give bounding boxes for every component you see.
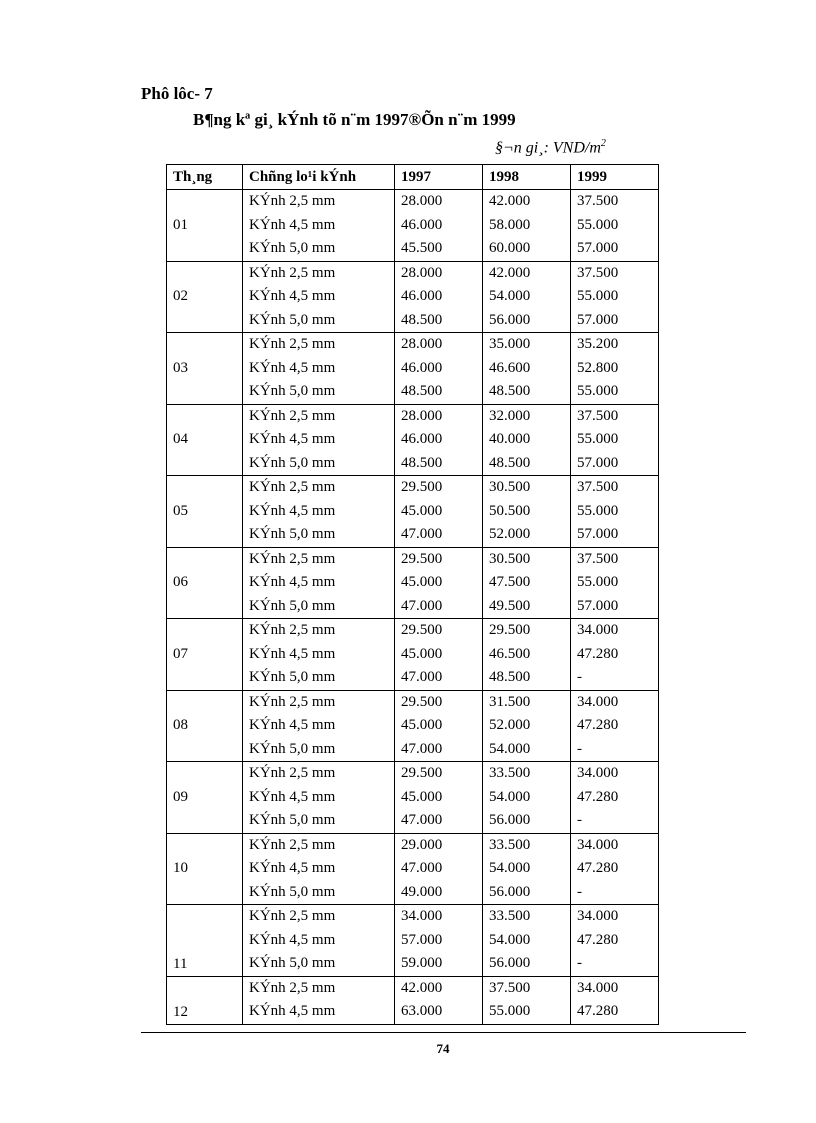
cell-line: 56.000 [489,883,531,900]
cell-line: 52.800 [577,359,619,376]
price-1999-cell [571,762,659,834]
price-1999-cell [571,333,659,405]
cell-line: KÝnh 2,5 mm [249,765,336,781]
price-1999-cell [571,261,659,333]
price-1998-cell [483,762,571,834]
price-1999-cell [571,905,659,977]
price-1997-cell [395,190,483,262]
cell-line: - [577,883,582,900]
table-row [167,690,659,762]
cell-line: 29.500 [401,550,443,567]
cell-line: KÝnh 2,5 mm [249,622,336,638]
cell-line: KÝnh 4,5 mm [249,1003,336,1019]
price-1997-cell [395,762,483,834]
cell-line: KÝnh 5,0 mm [249,740,336,757]
cell-line: 42.000 [489,193,531,209]
cell-line: - [577,812,582,828]
cell-line: 45.500 [401,240,443,256]
price-1999-cell [571,190,659,262]
unit-exponent: 2 [600,138,606,149]
month-cell: 03 [167,333,243,405]
cell-line: KÝnh 4,5 mm [249,288,336,304]
glass-type-cell [243,976,395,1024]
cell-line: KÝnh 4,5 mm [249,788,336,805]
header-year-1999: 1999 [571,165,659,190]
glass-type-cell [243,476,395,548]
month-cell: 02 [167,261,243,333]
cell-line: 63.000 [401,1003,443,1019]
cell-line: 33.500 [489,765,531,781]
cell-line: 28.000 [401,407,443,424]
price-1997-cell [395,690,483,762]
cell-line: KÝnh 4,5 mm [249,931,336,948]
cell-line: 48.500 [401,383,443,399]
cell-line: KÝnh 2,5 mm [249,479,336,495]
cell-line: 37.500 [489,979,531,996]
glass-type-cell [243,547,395,619]
cell-line: 57.000 [401,931,443,948]
cell-line: 45.000 [401,645,443,662]
table-row [167,619,659,691]
cell-line: 56.000 [489,812,531,828]
cell-line: 28.000 [401,193,443,209]
cell-line: 30.500 [489,479,531,495]
cell-line: 55.000 [577,216,619,233]
cell-line: 50.500 [489,502,531,519]
cell-line: KÝnh 2,5 mm [249,264,336,281]
cell-line: 49.000 [401,883,443,900]
glass-type-cell [243,833,395,905]
glass-type-cell [243,690,395,762]
month-cell: 01 [167,190,243,262]
glass-type-cell [243,261,395,333]
cell-line: 40.000 [489,431,531,447]
table-row [167,905,659,977]
cell-line: 47.280 [577,931,619,948]
cell-line: KÝnh 5,0 mm [249,883,336,900]
glass-type-cell [243,333,395,405]
cell-line: KÝnh 4,5 mm [249,717,336,733]
cell-line: 37.500 [577,479,619,495]
cell-line: 47.000 [401,669,443,685]
cell-line: 34.000 [577,979,619,996]
table-row [167,833,659,905]
cell-line: 54.000 [489,288,531,304]
table-row [167,762,659,834]
cell-line: KÝnh 5,0 mm [249,955,336,971]
cell-line: 55.000 [489,1003,531,1019]
cell-line: 55.000 [577,502,619,519]
cell-line: KÝnh 4,5 mm [249,860,336,876]
cell-line: 46.000 [401,359,443,376]
cell-line: KÝnh 5,0 mm [249,383,336,399]
cell-line: KÝnh 5,0 mm [249,526,336,542]
cell-line: 34.000 [577,836,619,853]
cell-line: 46.600 [489,359,531,376]
header-month: Th¸ng [167,165,243,190]
cell-line: 34.000 [401,908,443,924]
cell-line: 34.000 [577,622,619,638]
cell-line: 35.000 [489,336,531,352]
cell-line: KÝnh 4,5 mm [249,431,336,447]
cell-line: 57.000 [577,597,619,614]
cell-line: KÝnh 4,5 mm [249,574,336,590]
cell-line: 47.280 [577,645,619,662]
cell-line: KÝnh 2,5 mm [249,908,336,924]
table-title: B¶ng kª gi¸ kÝnh tõ n¨m 1997®Õn n¨m 1999 [193,110,516,129]
cell-line: 48.500 [489,669,531,685]
cell-line: 35.200 [577,336,619,352]
cell-line: 29.500 [401,622,443,638]
cell-line: 47.000 [401,812,443,828]
cell-line: KÝnh 4,5 mm [249,645,336,662]
cell-line: 47.280 [577,860,619,876]
cell-line: KÝnh 4,5 mm [249,359,336,376]
price-1999-cell [571,619,659,691]
price-1999-cell [571,833,659,905]
cell-line: 37.500 [577,550,619,567]
cell-line: 37.500 [577,264,619,281]
glass-type-cell [243,190,395,262]
cell-line: - [577,740,582,757]
glass-type-cell [243,404,395,476]
cell-line: 29.500 [489,622,531,638]
cell-line: KÝnh 2,5 mm [249,979,336,996]
cell-line: 47.280 [577,717,619,733]
month-cell: 06 [167,547,243,619]
price-1997-cell [395,976,483,1024]
cell-line: KÝnh 5,0 mm [249,240,336,256]
cell-line: KÝnh 5,0 mm [249,311,336,328]
cell-line: - [577,669,582,685]
cell-line: 54.000 [489,860,531,876]
cell-line: 55.000 [577,383,619,399]
cell-line: KÝnh 5,0 mm [249,812,336,828]
header-year-1997: 1997 [395,165,483,190]
price-1999-cell [571,976,659,1024]
month-cell: 05 [167,476,243,548]
footer-rule [141,1032,746,1033]
price-1998-cell [483,547,571,619]
cell-line: 37.500 [577,407,619,424]
glass-type-cell [243,619,395,691]
cell-line: 33.500 [489,836,531,853]
glass-type-cell [243,762,395,834]
price-1997-cell [395,833,483,905]
cell-line: 54.000 [489,788,531,805]
cell-line: 47.500 [489,574,531,590]
price-1998-cell [483,976,571,1024]
price-1997-cell [395,905,483,977]
cell-line: KÝnh 2,5 mm [249,693,336,710]
table-row [167,404,659,476]
price-1997-cell [395,619,483,691]
cell-line: 58.000 [489,216,531,233]
unit-text: §¬n gi¸: VND/m [495,139,601,157]
cell-line: 31.500 [489,693,531,710]
cell-line: KÝnh 5,0 mm [249,597,336,614]
price-1997-cell [395,261,483,333]
month-cell: 09 [167,762,243,834]
cell-line: 55.000 [577,574,619,590]
price-1998-cell [483,619,571,691]
month-cell: 08 [167,690,243,762]
price-1998-cell [483,190,571,262]
month-cell: 12 [167,976,243,1024]
cell-line: 42.000 [401,979,443,996]
cell-line: KÝnh 5,0 mm [249,669,336,685]
price-1997-cell [395,476,483,548]
cell-line: 28.000 [401,264,443,281]
cell-line: 48.500 [489,454,531,471]
cell-line: 48.500 [401,311,443,328]
price-1999-cell [571,404,659,476]
page-number: 74 [436,1041,450,1056]
cell-line: 57.000 [577,311,619,328]
cell-line: 47.000 [401,597,443,614]
table-row [167,261,659,333]
cell-line: 30.500 [489,550,531,567]
table-row [167,190,659,262]
cell-line: 34.000 [577,908,619,924]
cell-line: KÝnh 2,5 mm [249,407,336,424]
cell-line: 34.000 [577,693,619,710]
cell-line: 32.000 [489,407,531,424]
cell-line: 60.000 [489,240,531,256]
cell-line: 28.000 [401,336,443,352]
cell-line: 56.000 [489,311,531,328]
price-1997-cell [395,547,483,619]
unit-note [495,138,606,157]
cell-line: 52.000 [489,526,531,542]
price-1998-cell [483,905,571,977]
cell-line: KÝnh 5,0 mm [249,454,336,471]
price-1998-cell [483,261,571,333]
cell-line: 29.500 [401,479,443,495]
month-cell: 10 [167,833,243,905]
cell-line: 42.000 [489,264,531,281]
cell-line: 48.500 [401,454,443,471]
cell-line: 57.000 [577,454,619,471]
cell-line: 47.000 [401,740,443,757]
cell-line: 57.000 [577,240,619,256]
price-1998-cell [483,690,571,762]
cell-line: 56.000 [489,955,531,971]
price-1999-cell [571,476,659,548]
cell-line: 29.500 [401,765,443,781]
appendix-label: Phô lôc- 7 [141,84,213,103]
cell-line: 47.000 [401,526,443,542]
month-cell: 11 [167,905,243,977]
price-1998-cell [483,404,571,476]
table-row [167,476,659,548]
header-glass-type: Chñng lo¹i kÝnh [243,165,395,190]
cell-line: 46.000 [401,431,443,447]
header-year-1998: 1998 [483,165,571,190]
cell-line: KÝnh 2,5 mm [249,550,336,567]
cell-line: 59.000 [401,955,443,971]
cell-line: 45.000 [401,788,443,805]
price-1998-cell [483,333,571,405]
price-1999-cell [571,690,659,762]
price-1999-cell [571,547,659,619]
cell-line: KÝnh 2,5 mm [249,336,336,352]
cell-line: 54.000 [489,740,531,757]
cell-line: 45.000 [401,717,443,733]
cell-line: 34.000 [577,765,619,781]
cell-line: - [577,955,582,971]
price-1997-cell [395,333,483,405]
cell-line: 46.000 [401,216,443,233]
cell-line: 54.000 [489,931,531,948]
cell-line: 29.500 [401,693,443,710]
cell-line: 55.000 [577,288,619,304]
cell-line: 46.000 [401,288,443,304]
cell-line: KÝnh 2,5 mm [249,836,336,853]
table-row [167,547,659,619]
cell-line: KÝnh 2,5 mm [249,193,336,209]
table-header-row [167,165,659,190]
cell-line: 33.500 [489,908,531,924]
cell-line: 47.000 [401,860,443,876]
month-cell: 07 [167,619,243,691]
cell-line: 55.000 [577,431,619,447]
cell-line: 47.280 [577,1003,619,1019]
cell-line: 37.500 [577,193,619,209]
cell-line: KÝnh 4,5 mm [249,216,336,233]
price-1997-cell [395,404,483,476]
cell-line: KÝnh 4,5 mm [249,502,336,519]
table-row [167,976,659,1024]
cell-line: 45.000 [401,574,443,590]
cell-line: 57.000 [577,526,619,542]
cell-line: 48.500 [489,383,531,399]
table-row [167,333,659,405]
cell-line: 46.500 [489,645,531,662]
month-cell: 04 [167,404,243,476]
price-1998-cell [483,476,571,548]
cell-line: 45.000 [401,502,443,519]
cell-line: 29.000 [401,836,443,853]
price-1998-cell [483,833,571,905]
cell-line: 49.500 [489,597,531,614]
cell-line: 52.000 [489,717,531,733]
table-body [167,190,659,1025]
cell-line: 47.280 [577,788,619,805]
glass-price-table [166,164,659,1025]
glass-type-cell [243,905,395,977]
